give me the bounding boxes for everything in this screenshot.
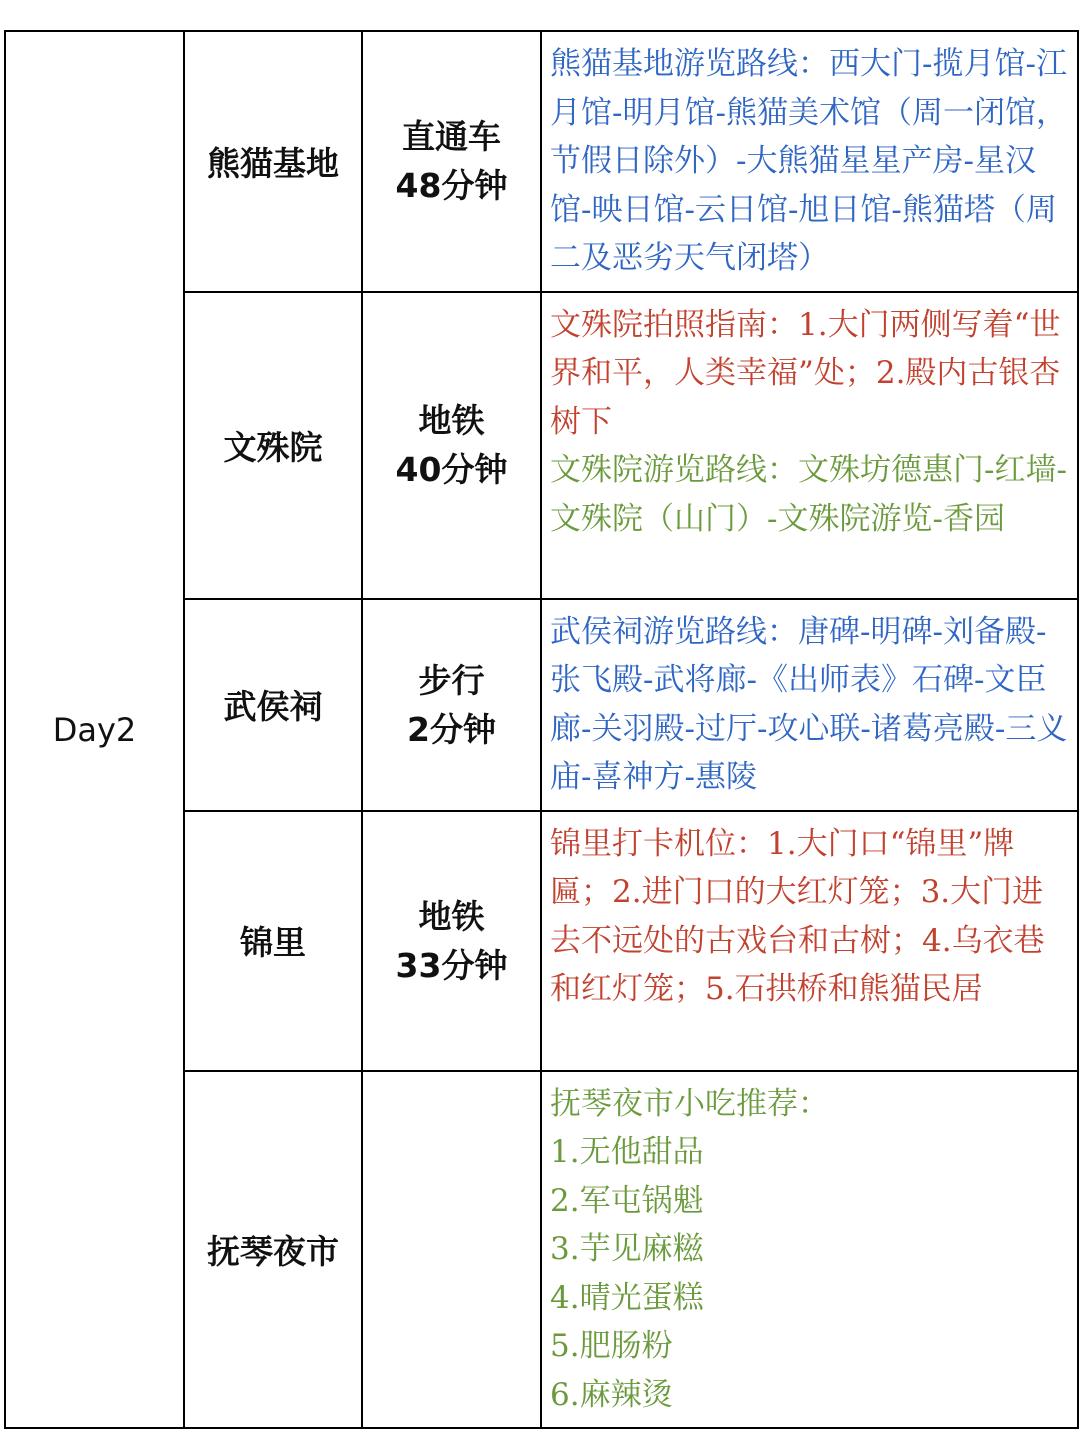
notes-cell: [541, 292, 1078, 599]
route-note: 文殊院游览路线：文殊坊德惠门-红墙-文殊院（山门）-文殊院游览-香园: [550, 452, 1067, 537]
list-item: 1.无他甜品: [550, 1134, 704, 1170]
transport-info: [362, 292, 541, 599]
photo-spots-note: 锦里打卡机位：1.大门口“锦里”牌匾；2.进门口的大红灯笼；3.大门进去不远处的古戏台和古树；4.乌衣巷和红灯笼；5.石拱桥和熊猫民居: [550, 825, 1045, 1007]
place-name: 熊猫基地: [184, 31, 362, 292]
photo-guide-note: 文殊院拍照指南：1.大门两侧写着“世界和平，人类幸福”处；2.殿内古银杏树下: [550, 306, 1061, 440]
transport-time: 2分钟: [407, 709, 496, 749]
table-row: [5, 31, 1078, 292]
place-name: 锦里: [184, 811, 362, 1071]
transport-mode: 直通车: [402, 117, 501, 157]
notes-cell: [541, 31, 1078, 292]
place-name: 武侯祠: [184, 599, 362, 811]
list-item: 5.肥肠粉: [550, 1328, 673, 1364]
transport-time: 33分钟: [395, 945, 508, 985]
list-item: 6.麻辣烫: [550, 1376, 673, 1413]
snack-recommendations: [541, 1071, 1078, 1429]
list-item: 3.芋见麻糍: [550, 1231, 704, 1267]
route-note: 熊猫基地游览路线：西大门-揽月馆-江月馆-明月馆-熊猫美术馆（周一闭馆，节假日除外）-大熊猫星星产房-星汉馆-映日馆-云日馆-旭日馆-熊猫塔（周二及恶劣天气闭塔）: [550, 46, 1067, 276]
list-item: 4.晴光蛋糕: [550, 1279, 704, 1316]
transport-mode: 地铁: [418, 401, 485, 440]
transport-time: 40分钟: [395, 450, 508, 489]
place-name: 抚琴夜市: [184, 1071, 362, 1429]
transport-info: [362, 1071, 541, 1429]
snack-heading: 抚琴夜市小吃推荐：: [550, 1085, 829, 1122]
day-label: Day2: [5, 31, 184, 1428]
notes-cell: [541, 599, 1078, 811]
notes-cell: [541, 811, 1078, 1071]
list-item: 2.军屯锅魁: [550, 1182, 704, 1219]
transport-mode: 步行: [418, 660, 485, 700]
route-note: 武侯祠游览路线：唐碑-明碑-刘备殿-张飞殿-武将廊-《出师表》石碑-文臣廊-关羽殿-过厅-攻心联-诸葛亮殿-三义庙-喜神方-惠陵: [550, 613, 1068, 795]
itinerary-table: [4, 30, 1079, 1429]
transport-time: 48分钟: [395, 166, 508, 206]
transport-info: [362, 31, 541, 292]
transport-info: [362, 811, 541, 1071]
transport-info: [362, 599, 541, 811]
place-name: 文殊院: [184, 292, 362, 599]
transport-mode: 地铁: [418, 896, 485, 936]
